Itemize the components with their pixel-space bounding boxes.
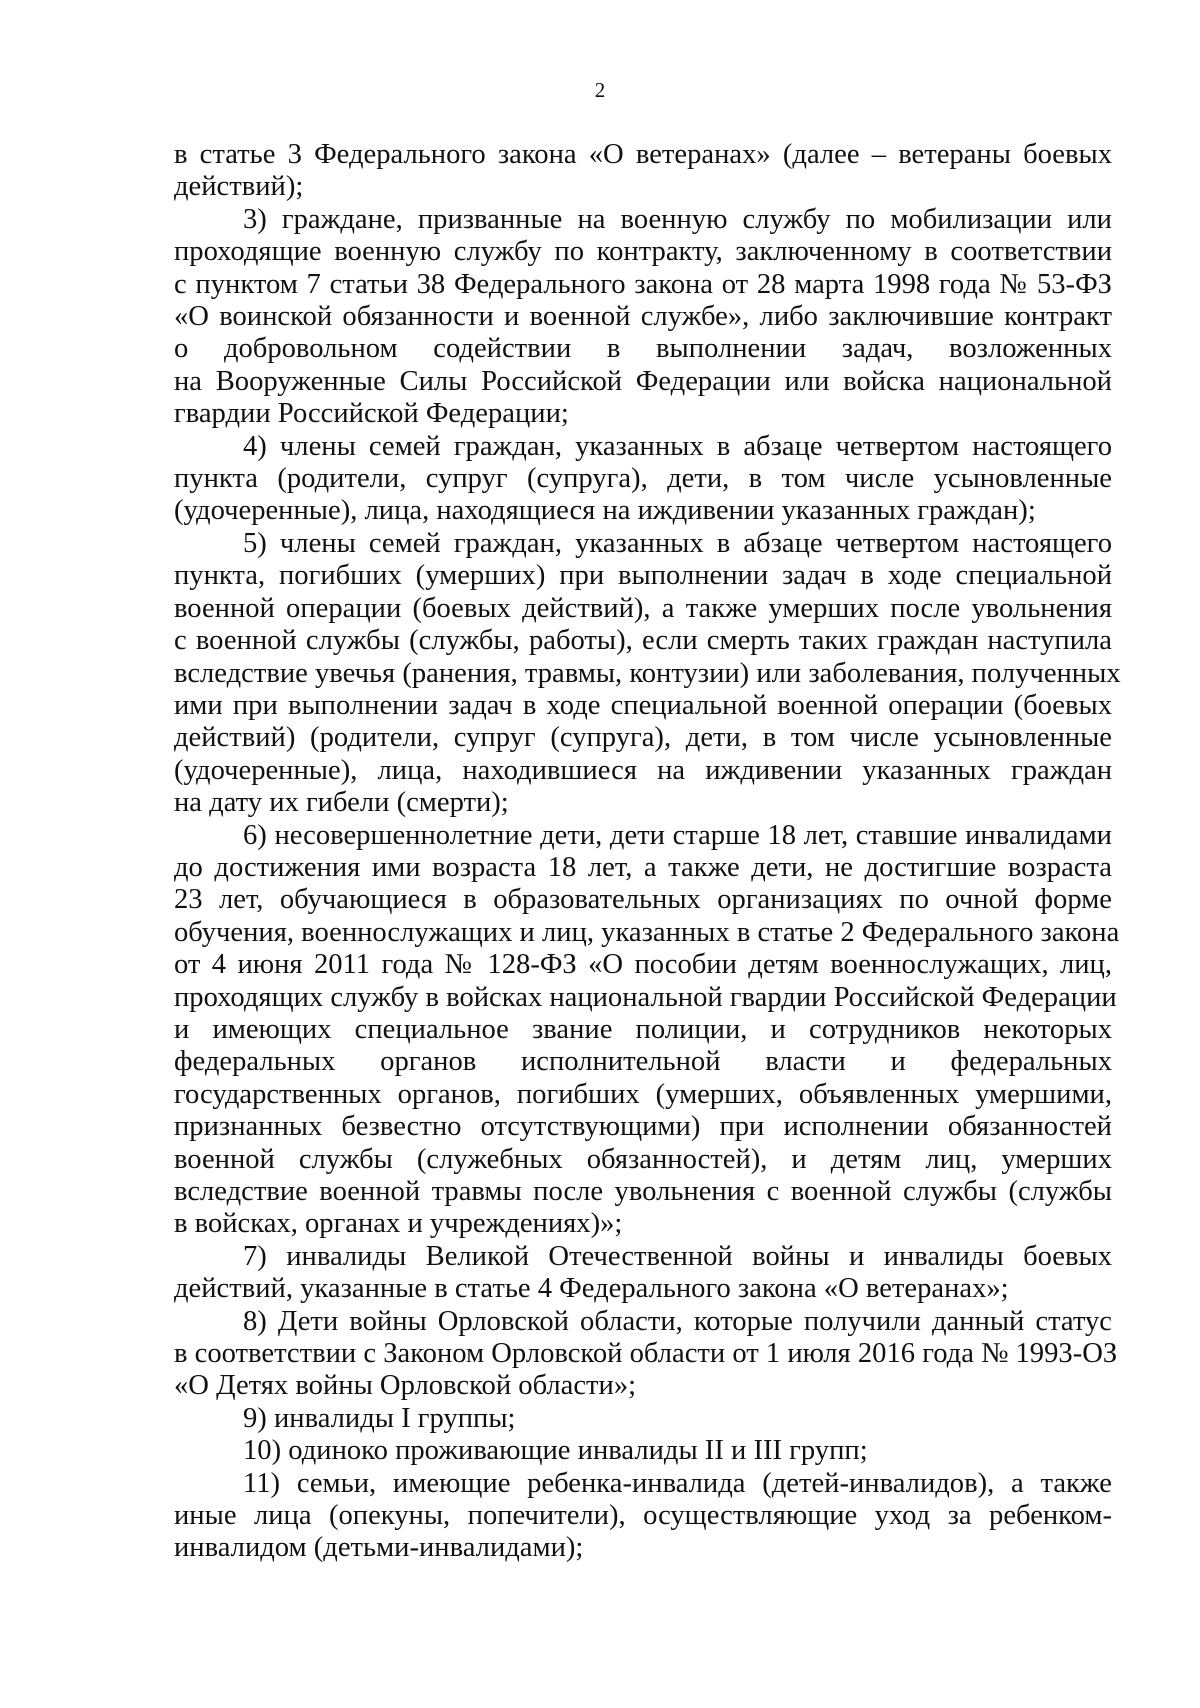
text-line: государственных органов, погибших (умерших, объявленных умершими, [174,1078,1112,1110]
text-line: пункта (родители, супруг (супруга), дети, в том числе усыновленные [174,463,1112,495]
text-line: с военной службы (службы, работы), если смерть таких граждан наступила [174,625,1112,657]
paragraph [174,1241,1112,1306]
text-line: федеральных органов исполнительной власти и федеральных [174,1046,1112,1078]
text-line: от 4 июня 2011 года № 128-ФЗ «О пособии детям военнослужащих, лиц, [174,949,1112,981]
text-line: инвалидом (детьми-инвалидами); [174,1532,584,1564]
text-line: действий) (родители, супруг (супруга), дети, в том числе усыновленные [174,722,1112,754]
text-line: 4) члены семей граждан, указанных в абзаце четвертом настоящего [243,430,1112,462]
document-body [174,139,1121,1565]
paragraph [174,1403,1112,1435]
text-line: (удочеренные), лица, находящиеся на иждивении указанных граждан); [174,495,1036,527]
text-line: ими при выполнении задач в ходе специальной военной операции (боевых [174,689,1112,721]
paragraph [174,204,1112,431]
text-line: военной операции (боевых действий), а также умерших после увольнения [174,592,1112,624]
paragraph [174,819,1120,1241]
paragraph [174,1468,1112,1565]
text-line: на дату их гибели (смерти); [174,787,509,819]
text-line: в войсках, органах и учреждениях)»; [174,1208,623,1240]
text-line: военной службы (служебных обязанностей), и детям лиц, умерших [174,1143,1112,1175]
text-line: 10) одиноко проживающие инвалиды II и III групп; [243,1435,868,1467]
page-number: 2 [594,78,606,102]
paragraph [174,1305,1118,1403]
text-line: 23 лет, обучающиеся в образовательных организациях по очной форме [174,884,1112,916]
text-line: проходящие военную службу по контракту, заключенному в соответствии [174,236,1112,268]
text-line: вследствие военной травмы после увольнения с военной службы (службы [174,1176,1112,1207]
text-line: 8) Дети войны Орловской области, которые получили данный статус [243,1305,1112,1337]
text-line: (удочеренные), лица, находившиеся на иждивении указанных граждан [174,754,1112,786]
text-line: 7) инвалиды Великой Отечественной войны и инвалиды боевых [243,1240,1112,1272]
text-line: 5) члены семей граждан, указанных в абзаце четвертом настоящего [243,527,1112,559]
paragraph [174,431,1112,528]
text-line: признанных безвестно отсутствующими) при исполнении обязанностей [174,1111,1112,1143]
text-line: в статье 3 Федерального закона «О ветеранах» (далее – ветераны боевых [174,139,1112,170]
text-line: с пунктом 7 статьи 38 Федерального закона от 28 марта 1998 года № 53-ФЗ [174,268,1112,300]
text-line: «О воинской обязанности и военной службе», либо заключившие контракт [174,301,1112,333]
text-line: 11) семьи, имеющие ребенка-инвалида (детей-инвалидов), а также [243,1467,1112,1499]
text-line: пункта, погибших (умерших) при выполнении задач в ходе специальной [174,560,1112,592]
paragraph [174,139,1112,204]
text-line: о добровольном содействии в выполнении задач, возложенных [174,333,1112,365]
text-line: до достижения ими возраста 18 лет, а также дети, не достигшие возраста [174,851,1112,883]
text-line: иные лица (опекуны, попечители), осуществляющие уход за ребенком- [174,1500,1112,1532]
text-line: гвардии Российской Федерации; [174,398,569,430]
text-line: «О Детях войны Орловской области»; [174,1370,637,1402]
text-line: 6) несовершеннолетние дети, дети старше 18 лет, ставшие инвалидами [243,819,1112,851]
text-line: обучения, военнослужащих и лиц, указанных в статье 2 Федерального закона [174,916,1120,948]
text-line: на Вооруженные Силы Российской Федерации или войска национальной [174,365,1112,397]
text-line: 9) инвалиды I группы; [243,1402,516,1434]
text-line: действий, указанные в статье 4 Федерального закона «О ветеранах»; [174,1273,1009,1305]
paragraph [174,1435,1112,1467]
paragraph [174,527,1121,820]
text-line: в соответствии с Законом Орловской области от 1 июля 2016 года № 1993-ОЗ [174,1338,1118,1370]
text-line: вследствие увечья (ранения, травмы, контузии) или заболевания, полученных [174,657,1121,689]
text-line: действий); [174,171,304,203]
text-line: проходящих службу в войсках национальной гвардии Российской Федерации [174,981,1117,1013]
text-line: 3) граждане, призванные на военную службу по мобилизации или [243,203,1112,235]
text-line: и имеющих специальное звание полиции, и сотрудников некоторых [174,1013,1112,1045]
